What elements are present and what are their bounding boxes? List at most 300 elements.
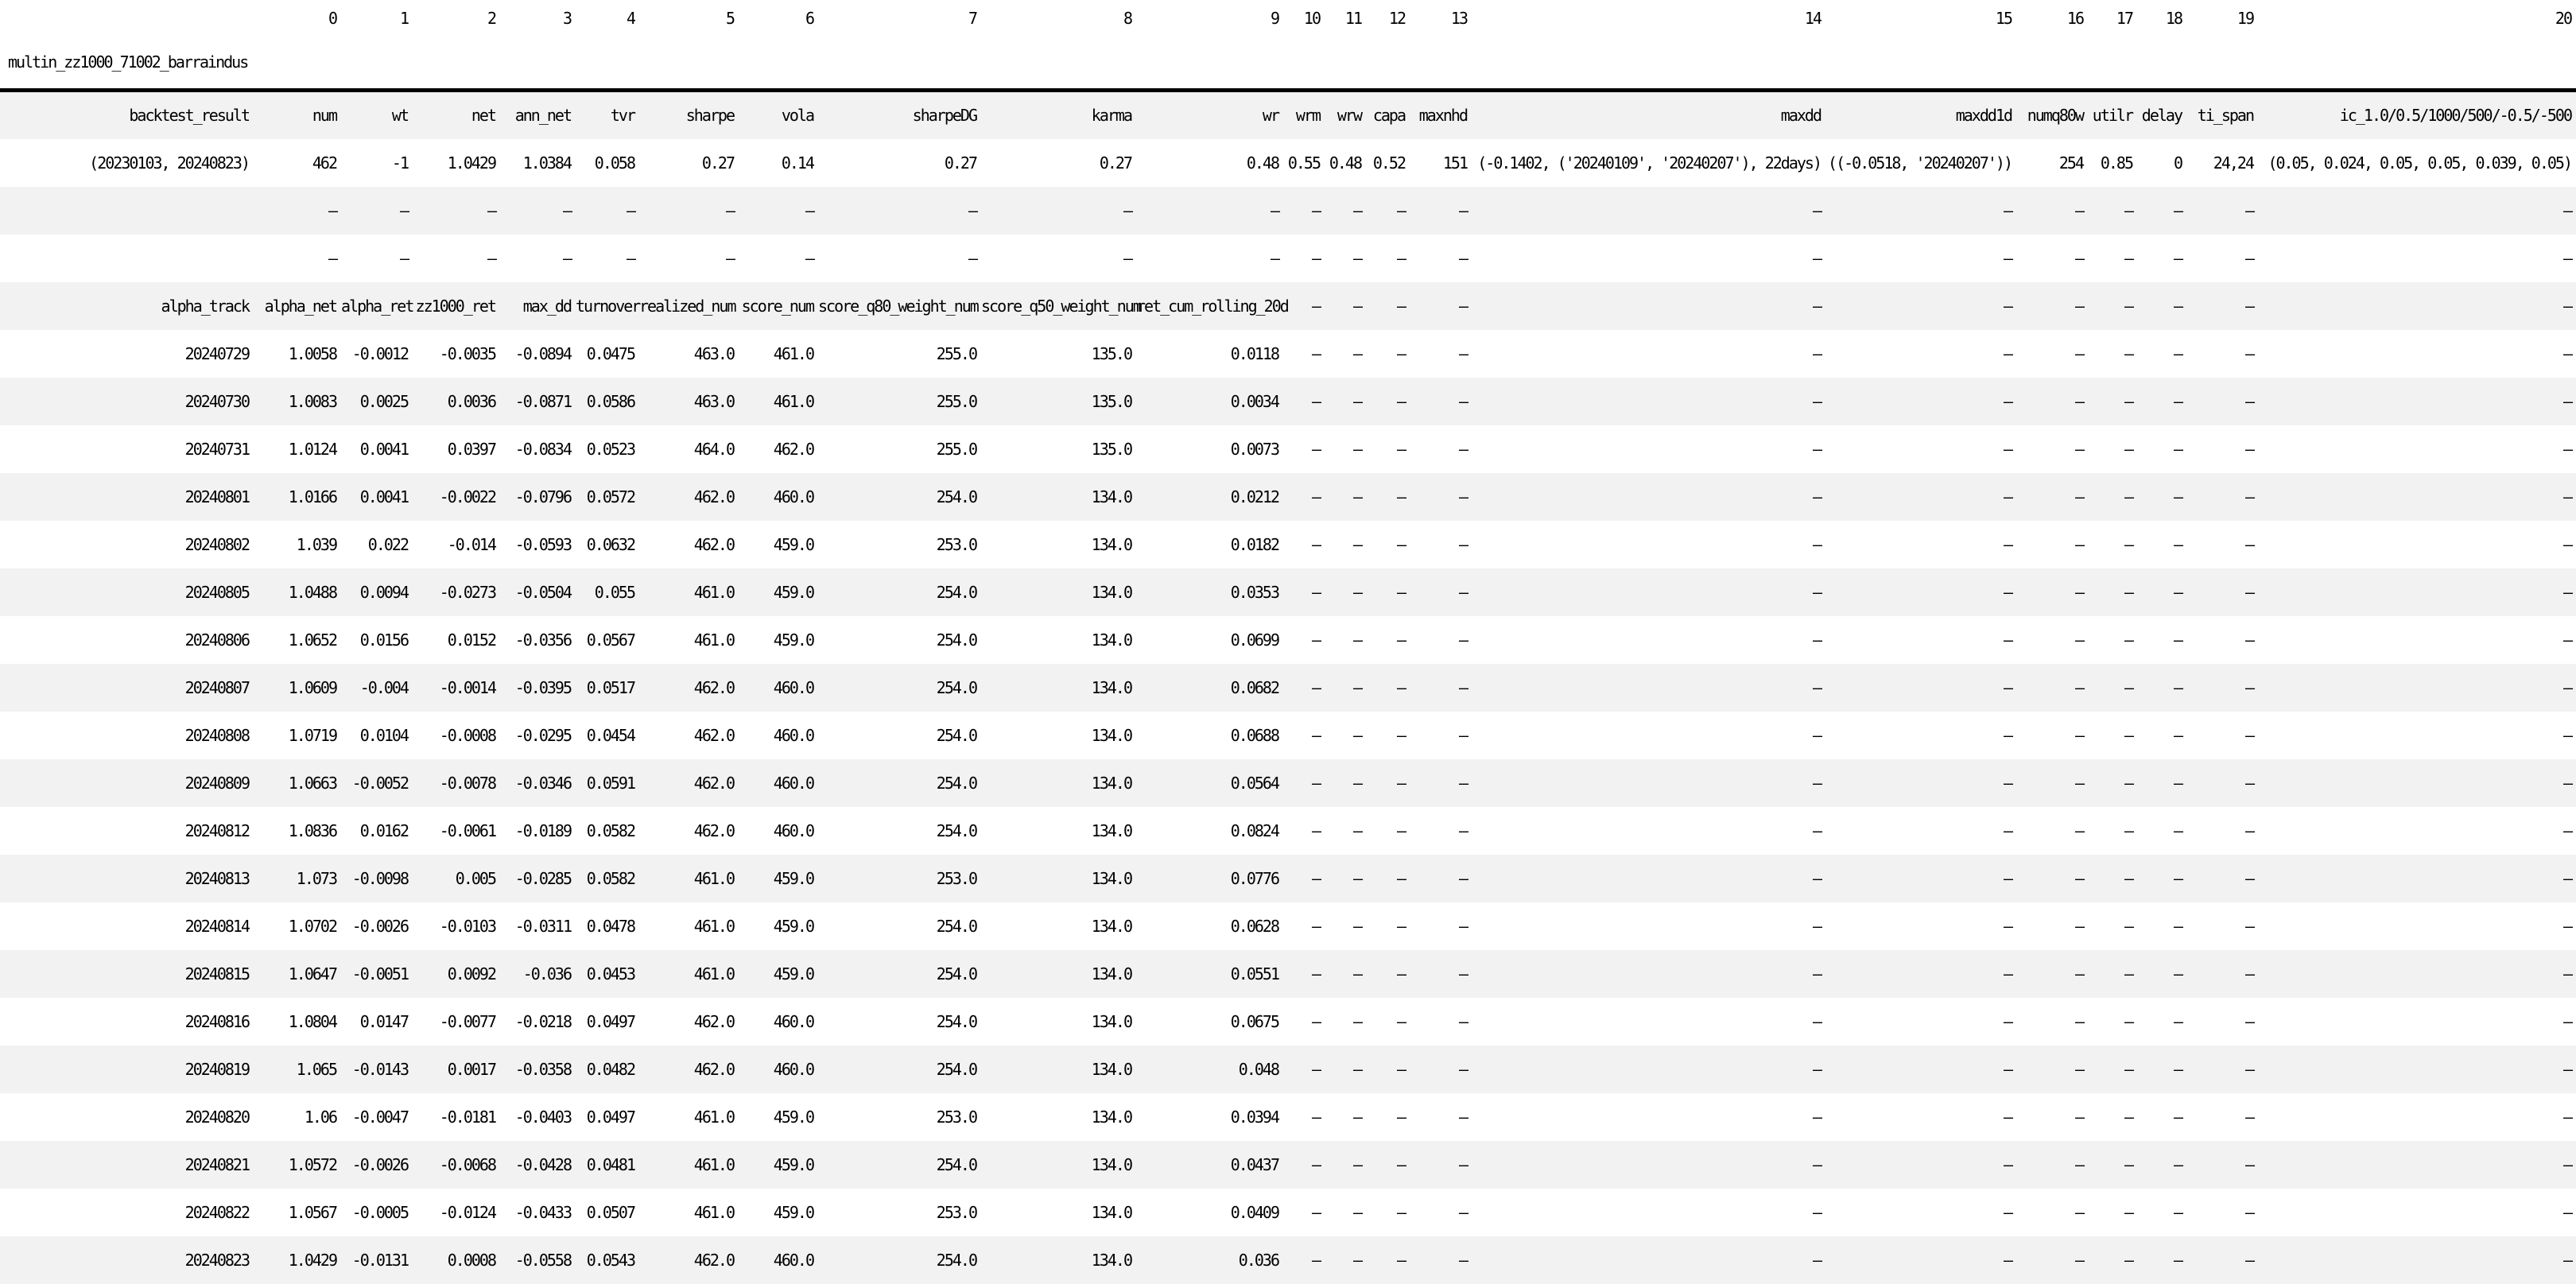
- table-cell: 20240819: [184, 1060, 249, 1079]
- table-cell: 0.0162: [359, 821, 408, 840]
- column-index-cell: 18: [2137, 0, 2186, 36]
- column-index-cell: 19: [2186, 0, 2258, 36]
- table-cell: 20240806: [184, 630, 249, 650]
- table-cell: —: [2074, 917, 2083, 936]
- table-cell: —: [2074, 774, 2083, 793]
- table-cell: —: [2562, 726, 2571, 745]
- table-row: [0, 616, 2576, 664]
- table-cell: —: [2562, 1012, 2571, 1031]
- table-cell: 0.48: [1329, 153, 1361, 173]
- table-cell: 0.0454: [586, 726, 634, 745]
- table-cell: 1.0124: [288, 440, 336, 459]
- table-cell: -0.0428: [514, 1155, 571, 1174]
- table-cell: 134.0: [1091, 487, 1131, 506]
- table-cell: —: [562, 201, 571, 220]
- table-cell: —: [2003, 1251, 2012, 1270]
- table-cell: score_q80_weight_num: [818, 297, 978, 316]
- table-cell: —: [1458, 392, 1467, 411]
- table-row: [0, 235, 2576, 282]
- table-cell: —: [2562, 392, 2571, 411]
- table-cell: 1.039: [296, 535, 336, 554]
- table-cell: —: [626, 249, 634, 268]
- table-cell: —: [2562, 535, 2571, 554]
- table-cell: —: [487, 249, 495, 268]
- table-cell: 0.036: [1238, 1251, 1278, 1270]
- table-cell: 1.065: [296, 1060, 336, 1079]
- table-cell: —: [1311, 487, 1320, 506]
- column-index-cell: 13: [1410, 0, 1472, 36]
- table-cell: —: [1396, 1108, 1405, 1127]
- table-cell: —: [2003, 917, 2012, 936]
- table-cell: —: [1270, 201, 1278, 220]
- header-cell: sharpeDG: [912, 106, 976, 126]
- table-cell: —: [1812, 964, 1821, 983]
- table-cell: —: [1396, 487, 1405, 506]
- table-cell: 254.0: [936, 630, 976, 650]
- table-cell: —: [1812, 1155, 1821, 1174]
- header-cell: ic_1.0/0.5/1000/500/-0.5/-500: [2339, 106, 2571, 126]
- table-cell: 134.0: [1091, 630, 1131, 650]
- table-cell: —: [2003, 1060, 2012, 1079]
- table-cell: 20240823: [184, 1251, 249, 1270]
- table-cell: —: [1396, 964, 1405, 983]
- table-cell: 0.27: [944, 153, 976, 173]
- table-cell: —: [2124, 1251, 2132, 1270]
- table-cell: —: [2124, 392, 2132, 411]
- table-cell: -0.0395: [514, 678, 571, 697]
- table-cell: —: [1396, 392, 1405, 411]
- table-cell: —: [2244, 583, 2253, 602]
- table-cell: —: [2173, 726, 2182, 745]
- table-cell: -0.0295: [514, 726, 571, 745]
- table-cell: —: [2244, 1203, 2253, 1222]
- table-cell: 255.0: [936, 344, 976, 363]
- table-cell: —: [487, 201, 495, 220]
- table-cell: —: [1123, 201, 1131, 220]
- table-cell: —: [2562, 678, 2571, 697]
- table-row: [0, 1093, 2576, 1141]
- column-index-cell: 10: [1283, 0, 1325, 36]
- table-row: [0, 1189, 2576, 1236]
- table-cell: 254.0: [936, 1251, 976, 1270]
- table-cell: 1.073: [296, 869, 336, 888]
- table-cell: —: [2173, 1012, 2182, 1031]
- table-cell: —: [2244, 630, 2253, 650]
- table-cell: ((-0.0518, '20240207')): [1828, 153, 2012, 173]
- table-cell: —: [2074, 1251, 2083, 1270]
- table-cell: —: [2124, 249, 2132, 268]
- table-cell: 0.0478: [586, 917, 634, 936]
- table-cell: 1.0804: [288, 1012, 336, 1031]
- table-row: [0, 568, 2576, 616]
- table-cell: 1.0719: [288, 726, 336, 745]
- table-cell: —: [562, 249, 571, 268]
- table-cell: 464.0: [693, 440, 734, 459]
- table-cell: -0.0124: [439, 1203, 495, 1222]
- table-cell: —: [1812, 1203, 1821, 1222]
- table-row: [0, 425, 2576, 473]
- table-cell: 20240814: [184, 917, 249, 936]
- table-cell: —: [2124, 726, 2132, 745]
- table-cell: 254.0: [936, 1155, 976, 1174]
- table-cell: -0.0131: [351, 1251, 408, 1270]
- table-cell: —: [1311, 869, 1320, 888]
- table-cell: -0.0358: [514, 1060, 571, 1079]
- table-cell: —: [2173, 774, 2182, 793]
- table-cell: 459.0: [773, 1155, 813, 1174]
- table-cell: —: [1458, 297, 1467, 316]
- table-cell: 0.48: [1246, 153, 1278, 173]
- table-cell: 0.0551: [1230, 964, 1278, 983]
- table-cell: 463.0: [693, 344, 734, 363]
- table-cell: -0.0103: [439, 917, 495, 936]
- table-cell: —: [2124, 630, 2132, 650]
- table-cell: 0.0073: [1230, 440, 1278, 459]
- table-cell: —: [2562, 297, 2571, 316]
- table-cell: -0.0181: [439, 1108, 495, 1127]
- table-cell: -0.014: [447, 535, 495, 554]
- table-cell: —: [1396, 297, 1405, 316]
- table-cell: 0.0156: [359, 630, 408, 650]
- table-cell: —: [1396, 630, 1405, 650]
- table-cell: —: [725, 249, 734, 268]
- table-cell: —: [1352, 1060, 1361, 1079]
- table-cell: 462.0: [693, 821, 734, 840]
- table-cell: -0.0403: [514, 1108, 571, 1127]
- table-cell: —: [2173, 630, 2182, 650]
- table-cell: —: [1352, 535, 1361, 554]
- column-index-cell: 14: [1472, 0, 1825, 36]
- column-index-cell: 16: [2016, 0, 2088, 36]
- table-cell: —: [2173, 964, 2182, 983]
- table-cell: 255.0: [936, 392, 976, 411]
- table-cell: —: [1311, 726, 1320, 745]
- table-cell: —: [2003, 392, 2012, 411]
- table-cell: ret_cum_rolling_20d: [1136, 297, 1288, 316]
- table-cell: —: [1812, 583, 1821, 602]
- table-cell: —: [2124, 821, 2132, 840]
- table-cell: —: [2173, 201, 2182, 220]
- table-cell: —: [2003, 1155, 2012, 1174]
- table-cell: -0.0012: [351, 344, 408, 363]
- table-cell: —: [1352, 1251, 1361, 1270]
- table-cell: —: [1311, 535, 1320, 554]
- table-cell: —: [1812, 869, 1821, 888]
- table-cell: —: [1270, 249, 1278, 268]
- table-cell: alpha_net: [264, 297, 336, 316]
- table-cell: —: [1311, 297, 1320, 316]
- table-cell: —: [2074, 869, 2083, 888]
- table-cell: 461.0: [693, 1155, 734, 1174]
- table-cell: —: [725, 201, 734, 220]
- table-cell: —: [2003, 821, 2012, 840]
- table-cell: —: [1458, 1060, 1467, 1079]
- table-cell: —: [1812, 344, 1821, 363]
- table-cell: —: [2074, 1155, 2083, 1174]
- table-cell: -0.0008: [439, 726, 495, 745]
- table-cell: —: [2562, 1108, 2571, 1127]
- table-cell: -0.0796: [514, 487, 571, 506]
- table-cell: 1.0384: [522, 153, 571, 173]
- column-index-cell: 1: [341, 0, 413, 36]
- table-cell: 461.0: [693, 1203, 734, 1222]
- table-cell: 0.0041: [359, 440, 408, 459]
- table-cell: 0.0497: [586, 1108, 634, 1127]
- table-cell: —: [2173, 821, 2182, 840]
- table-cell: —: [1352, 1108, 1361, 1127]
- table-cell: —: [2173, 1060, 2182, 1079]
- table-cell: —: [1352, 249, 1361, 268]
- table-cell: —: [2173, 249, 2182, 268]
- table-cell: —: [2003, 440, 2012, 459]
- table-cell: —: [1311, 249, 1320, 268]
- table-cell: —: [2173, 535, 2182, 554]
- table-cell: —: [2562, 249, 2571, 268]
- table-cell: —: [1458, 630, 1467, 650]
- table-cell: 0.0586: [586, 392, 634, 411]
- table-cell: —: [2173, 392, 2182, 411]
- table-cell: 459.0: [773, 583, 813, 602]
- table-cell: -0.0052: [351, 774, 408, 793]
- table-cell: -0.0068: [439, 1155, 495, 1174]
- table-cell: 1.0567: [288, 1203, 336, 1222]
- table-cell: —: [1352, 774, 1361, 793]
- table-cell: (20230103, 20240823): [89, 153, 249, 173]
- column-index-cell: 17: [2088, 0, 2137, 36]
- table-cell: —: [1352, 583, 1361, 602]
- table-cell: 134.0: [1091, 1012, 1131, 1031]
- table-cell: —: [2244, 1108, 2253, 1127]
- table-cell: 20240729: [184, 344, 249, 363]
- table-cell: —: [1812, 630, 1821, 650]
- header-cell: maxdd1d: [1955, 106, 2012, 126]
- table-cell: —: [2003, 583, 2012, 602]
- table-cell: 135.0: [1091, 392, 1131, 411]
- table-cell: —: [2173, 440, 2182, 459]
- table-cell: 460.0: [773, 678, 813, 697]
- column-index-cell: [0, 0, 254, 36]
- table-cell: (0.05, 0.024, 0.05, 0.05, 0.039, 0.05): [2268, 153, 2571, 173]
- table-cell: 254.0: [936, 678, 976, 697]
- table-cell: 134.0: [1091, 917, 1131, 936]
- table-cell: —: [2003, 678, 2012, 697]
- table-cell: —: [1812, 1012, 1821, 1031]
- table-cell: 463.0: [693, 392, 734, 411]
- table-cell: —: [1812, 440, 1821, 459]
- table-cell: 1.0166: [288, 487, 336, 506]
- table-cell: —: [2562, 630, 2571, 650]
- table-cell: —: [1458, 917, 1467, 936]
- table-cell: -0.004: [359, 678, 408, 697]
- table-cell: —: [2074, 201, 2083, 220]
- table-cell: —: [1812, 201, 1821, 220]
- table-cell: 254.0: [936, 487, 976, 506]
- table-cell: —: [2124, 1060, 2132, 1079]
- table-cell: —: [2003, 774, 2012, 793]
- table-cell: turnover: [576, 297, 640, 316]
- table-cell: 0.0688: [1230, 726, 1278, 745]
- table-row: [0, 1046, 2576, 1093]
- table-cell: —: [2124, 964, 2132, 983]
- header-cell: ann_net: [514, 106, 571, 126]
- table-cell: —: [1352, 917, 1361, 936]
- table-cell: —: [2074, 487, 2083, 506]
- table-cell: 0.0182: [1230, 535, 1278, 554]
- table-cell: 460.0: [773, 1060, 813, 1079]
- table-cell: —: [1812, 678, 1821, 697]
- table-cell: 134.0: [1091, 964, 1131, 983]
- table-cell: —: [2074, 678, 2083, 697]
- table-row: [0, 950, 2576, 998]
- table-cell: —: [399, 201, 408, 220]
- table-cell: 20240731: [184, 440, 249, 459]
- table-cell: —: [1311, 583, 1320, 602]
- table-cell: 0.0475: [586, 344, 634, 363]
- table-cell: 0.058: [594, 153, 634, 173]
- table-cell: —: [2562, 1203, 2571, 1222]
- table-cell: 0.0025: [359, 392, 408, 411]
- table-cell: —: [1311, 1060, 1320, 1079]
- table-cell: —: [2124, 1155, 2132, 1174]
- table-cell: —: [2562, 917, 2571, 936]
- table-cell: 0.0008: [447, 1251, 495, 1270]
- column-index-cell: 9: [1136, 0, 1283, 36]
- table-cell: —: [2244, 821, 2253, 840]
- table-cell: -0.0346: [514, 774, 571, 793]
- table-cell: —: [2074, 1203, 2083, 1222]
- table-cell: 461.0: [693, 630, 734, 650]
- table-cell: —: [1352, 869, 1361, 888]
- table-cell: —: [2003, 201, 2012, 220]
- table-cell: —: [1458, 583, 1467, 602]
- column-index-cell: 8: [981, 0, 1136, 36]
- table-cell: 0.022: [367, 535, 408, 554]
- table-cell: —: [1352, 1203, 1361, 1222]
- table-cell: —: [2562, 964, 2571, 983]
- header-cell: sharpe: [685, 106, 734, 126]
- table-cell: 134.0: [1091, 535, 1131, 554]
- table-cell: -0.0504: [514, 583, 571, 602]
- table-cell: zz1000_ret: [415, 297, 495, 316]
- column-index-cell: 3: [500, 0, 576, 36]
- column-index-cell: 0: [254, 0, 341, 36]
- table-row: [0, 187, 2576, 235]
- table-cell: 461.0: [693, 869, 734, 888]
- column-index-cell: 11: [1325, 0, 1366, 36]
- table-cell: —: [1458, 964, 1467, 983]
- table-cell: 134.0: [1091, 1251, 1131, 1270]
- table-cell: —: [2003, 1203, 2012, 1222]
- table-header-row: [0, 90, 2576, 139]
- table-cell: -0.0433: [514, 1203, 571, 1222]
- table-cell: —: [1311, 964, 1320, 983]
- table-cell: —: [1812, 249, 1821, 268]
- table-cell: —: [1812, 726, 1821, 745]
- table-cell: —: [2562, 487, 2571, 506]
- header-cell: maxnhd: [1418, 106, 1467, 126]
- page-title: multin_zz1000_71002_barraindus: [8, 52, 248, 72]
- table-cell: —: [1458, 249, 1467, 268]
- table-cell: —: [2244, 1251, 2253, 1270]
- table-cell: -0.0005: [351, 1203, 408, 1222]
- table-row: [0, 139, 2576, 187]
- column-index-cell: 6: [739, 0, 818, 36]
- table-cell: 460.0: [773, 726, 813, 745]
- table-cell: —: [1311, 1108, 1320, 1127]
- table-cell: —: [2074, 344, 2083, 363]
- table-cell: —: [2244, 344, 2253, 363]
- table-cell: —: [2003, 344, 2012, 363]
- table-cell: 0.005: [455, 869, 495, 888]
- table-cell: 460.0: [773, 821, 813, 840]
- table-cell: —: [1352, 392, 1361, 411]
- table-cell: —: [2173, 1251, 2182, 1270]
- table-cell: —: [1311, 1251, 1320, 1270]
- table-cell: 460.0: [773, 1012, 813, 1031]
- table-cell: 462: [312, 153, 336, 173]
- table-cell: 0: [2173, 153, 2182, 173]
- table-cell: 20240813: [184, 869, 249, 888]
- table-cell: —: [1812, 774, 1821, 793]
- table-cell: —: [2562, 344, 2571, 363]
- table-cell: -0.0311: [514, 917, 571, 936]
- table-cell: 0.0104: [359, 726, 408, 745]
- table-cell: —: [2562, 774, 2571, 793]
- table-cell: —: [1458, 869, 1467, 888]
- table-cell: 134.0: [1091, 1203, 1131, 1222]
- table-cell: 20240801: [184, 487, 249, 506]
- table-cell: 0.52: [1372, 153, 1405, 173]
- table-cell: 254.0: [936, 1060, 976, 1079]
- table-row: [0, 664, 2576, 712]
- table-cell: —: [1311, 630, 1320, 650]
- table-cell: —: [1311, 917, 1320, 936]
- table-cell: —: [2173, 1155, 2182, 1174]
- table-cell: —: [1311, 774, 1320, 793]
- column-index-row: [0, 0, 2576, 36]
- table-cell: —: [1458, 1012, 1467, 1031]
- table-cell: 1.0058: [288, 344, 336, 363]
- table-cell: -0.0061: [439, 821, 495, 840]
- table-cell: 0.0094: [359, 583, 408, 602]
- table-cell: —: [1396, 678, 1405, 697]
- table-cell: 1.0609: [288, 678, 336, 697]
- table-cell: —: [2244, 1012, 2253, 1031]
- table-cell: 1.0572: [288, 1155, 336, 1174]
- table-cell: —: [1812, 1060, 1821, 1079]
- table-cell: —: [2244, 487, 2253, 506]
- table-row: [0, 330, 2576, 378]
- table-cell: —: [2173, 1203, 2182, 1222]
- table-cell: —: [2173, 487, 2182, 506]
- table-cell: 1.0647: [288, 964, 336, 983]
- table-cell: 151: [1442, 153, 1467, 173]
- table-row: [0, 807, 2576, 855]
- table-cell: 20240808: [184, 726, 249, 745]
- header-cell: numq80w: [2027, 106, 2083, 126]
- header-cell: wrm: [1295, 106, 1320, 126]
- table-cell: 0.0453: [586, 964, 634, 983]
- table-cell: —: [2124, 678, 2132, 697]
- table-cell: —: [1812, 535, 1821, 554]
- table-cell: 20240802: [184, 535, 249, 554]
- table-cell: —: [626, 201, 634, 220]
- table-cell: —: [2124, 535, 2132, 554]
- table-cell: —: [2124, 201, 2132, 220]
- table-cell: —: [1812, 392, 1821, 411]
- table-cell: 462.0: [693, 1012, 734, 1031]
- table-cell: —: [2562, 1060, 2571, 1079]
